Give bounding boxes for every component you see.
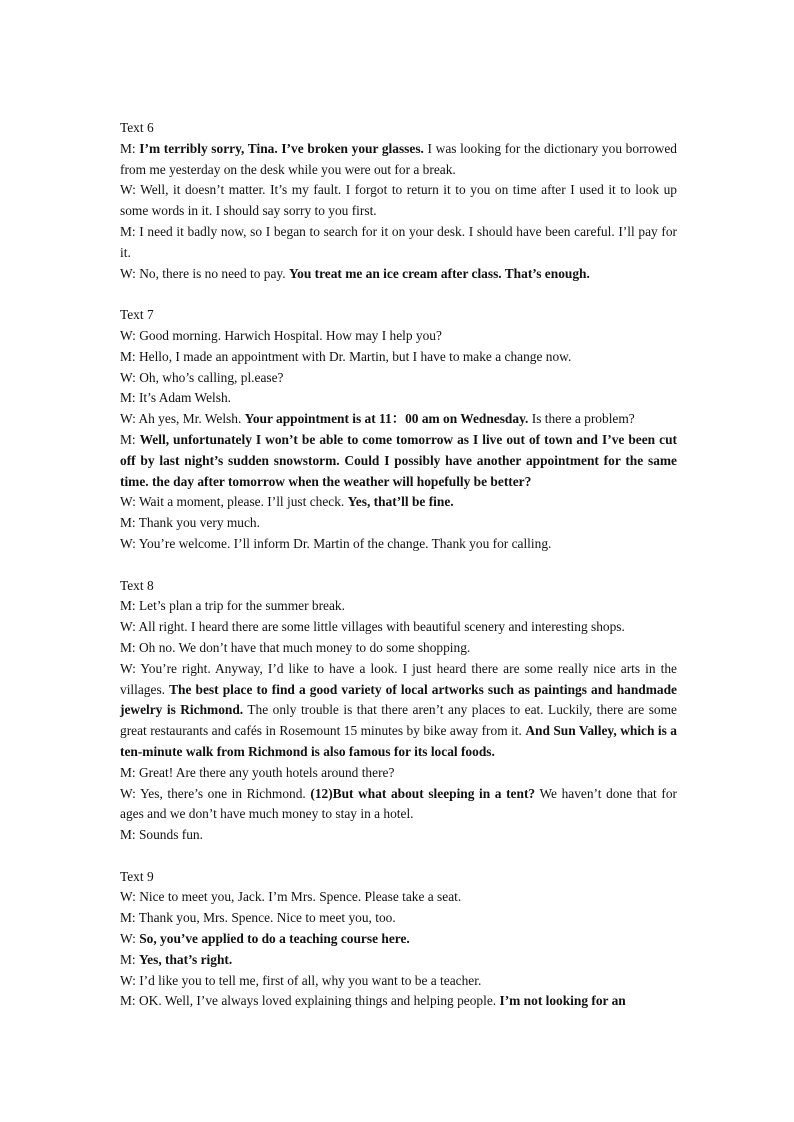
section-heading: Text 6 [120, 120, 154, 135]
section-spacer [120, 284, 677, 305]
text-run: M: Thank you, Mrs. Spence. Nice to meet you, too. [120, 910, 396, 926]
text-run: M: Hello, I made an appointment with Dr. Martin, but I have to make a change now. [120, 348, 572, 364]
dialogue-line [120, 659, 677, 763]
dialogue-line [120, 908, 677, 929]
dialogue-line [120, 409, 677, 430]
bold-text-run: The best place to find a good variety of local artworks such as paintings and handmade jewelry is Richmond. [120, 681, 677, 718]
bold-text-run: Yes, that’ll be fine. [347, 494, 454, 510]
dialogue-line [120, 950, 677, 971]
dialogue-line [120, 596, 677, 617]
dialogue-line [120, 139, 677, 181]
text-run: M: Let’s plan a trip for the summer break. [120, 598, 345, 614]
text-run: W: I’d like you to tell me, first of all, why you want to be a teacher. [120, 972, 482, 988]
document-page [120, 118, 677, 1012]
text-run: We haven’t done that for ages and we don’t have much money to stay in a hotel. [120, 785, 677, 822]
text-run: W: Well, it doesn’t matter. It’s my fault. I forgot to return it to you on time after I used it to look up some words in it. I should say sorry to you first. [120, 182, 677, 219]
text-run: W: Wait a moment, please. I’ll just check. [120, 494, 348, 510]
text-run: W: All right. I heard there are some little villages with beautiful scenery and interesting shops. [120, 619, 625, 635]
dialogue-line [120, 430, 677, 492]
section-text-6 [120, 118, 677, 284]
dialogue-line [120, 763, 677, 784]
bold-text-run: Your appointment is at 11：00 am on Wednesday. [244, 411, 529, 427]
text-run: W: No, there is no need to pay. [120, 265, 289, 281]
text-run: M: Thank you very much. [120, 515, 260, 531]
text-run: W: Yes, there’s one in Richmond. [120, 785, 311, 801]
text-run: Is there a problem? [528, 411, 635, 427]
text-run: M: Great! Are there any youth hotels around there? [120, 764, 395, 780]
text-run: W: You’re right. Anyway, I’d like to have a look. I just heard there are some really nice arts in the villages. [120, 660, 677, 697]
section-heading: Text 7 [120, 307, 154, 323]
dialogue-line [120, 264, 677, 285]
section-spacer [120, 555, 677, 576]
dialogue-line [120, 971, 677, 992]
text-run: M: [120, 140, 140, 156]
text-run: W: [120, 931, 140, 947]
text-run: I was looking for the dictionary you borrowed from me yesterday on the desk while you were out for a break. [120, 140, 677, 177]
bold-text-run: Yes, that’s right. [138, 951, 233, 967]
text-run: M: I need it badly now, so I began to search for it on your desk. I should have been careful. I’ll pay for it. [120, 223, 677, 260]
bold-text-run: And Sun Valley, which is a ten-minute walk from Richmond is also famous for its local foods. [120, 723, 677, 759]
text-run: The only trouble is that there aren’t any places to eat. Luckily, there are some great restaurants and cafés in Rosemount 15 minutes by bike away from it. [120, 702, 677, 739]
text-run: M: Sounds fun. [120, 827, 203, 843]
dialogue-line [120, 887, 677, 908]
text-run: W: Good morning. Harwich Hospital. How may I help you? [120, 327, 442, 343]
section-text-7 [120, 305, 677, 555]
section-text-8 [120, 576, 677, 846]
text-run: M: [120, 431, 140, 447]
section-heading: Text 9 [120, 868, 154, 884]
dialogue-line [120, 991, 677, 1012]
dialogue-line [120, 368, 677, 389]
text-run: W: Ah yes, Mr. Welsh. [120, 411, 245, 427]
section-spacer [120, 846, 677, 867]
dialogue-line [120, 347, 677, 368]
section-heading: Text 8 [120, 577, 154, 593]
dialogue-line [120, 388, 677, 409]
text-run: M: [120, 951, 139, 967]
dialogue-line [120, 929, 677, 950]
bold-text-run: So, you’ve applied to do a teaching course here. [139, 931, 410, 947]
dialogue-line [120, 180, 677, 222]
text-run: W: Oh, who’s calling, pl.ease? [120, 369, 284, 385]
dialogue-line [120, 825, 677, 846]
text-run: M: OK. Well, I’ve always loved explaining things and helping people. [120, 993, 500, 1009]
text-run: M: Oh no. We don’t have that much money to do some shopping. [120, 639, 471, 655]
text-run: W: Nice to meet you, Jack. I’m Mrs. Spence. Please take a seat. [120, 889, 462, 905]
dialogue-line [120, 617, 677, 638]
text-run: M: It’s Adam Welsh. [120, 390, 232, 406]
bold-text-run: You treat me an ice cream after class. That’s enough. [288, 265, 590, 281]
dialogue-line [120, 513, 677, 534]
dialogue-line [120, 326, 677, 347]
bold-text-run: Well, unfortunately I won’t be able to come tomorrow as I live out of town and I’ve been cut off by last night’s sudden snowstorm. Could I possibly have another appointment for the same time. the day after tomorrow when the weather will hopefully be better? [120, 431, 677, 489]
dialogue-line [120, 638, 677, 659]
bold-text-run: I’m terribly sorry, Tina. I’ve broken your glasses. [139, 140, 424, 156]
text-run: W: You’re welcome. I’ll inform Dr. Martin of the change. Thank you for calling. [120, 535, 552, 551]
bold-text-run: I’m not looking for an [499, 993, 626, 1009]
dialogue-line [120, 492, 677, 513]
dialogue-line [120, 534, 677, 555]
dialogue-line [120, 784, 677, 826]
section-text-9 [120, 867, 677, 1013]
dialogue-line [120, 222, 677, 264]
bold-text-run: (12)But what about sleeping in a tent? [310, 785, 536, 801]
